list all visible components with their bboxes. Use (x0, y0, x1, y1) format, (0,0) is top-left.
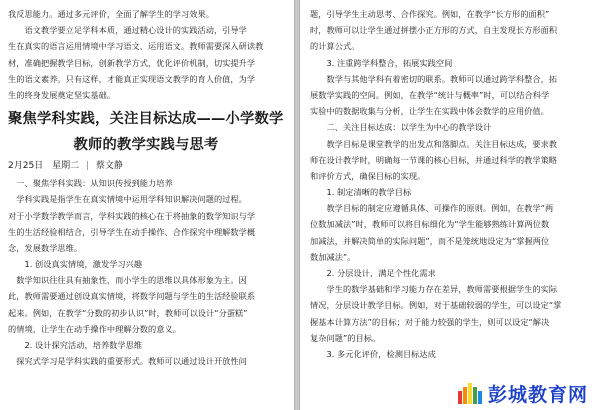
text-line: 1. 创设真实情境，激发学习兴趣 (8, 259, 143, 270)
meta-separator: | (85, 161, 89, 172)
text-line: 时，教师可以让学生通过拼摆小正方形的方式，自主发现长方形面积 (310, 25, 558, 36)
left-body-paragraphs (8, 175, 284, 369)
text-line: 复杂问题”的目标。 (310, 332, 381, 343)
text-line: 此，教师需要通过创设真实情境，将数学问题与学生的生活经验联系 (8, 291, 256, 302)
text-line: 二、关注目标达成：以学生为中心的教学设计 (310, 122, 492, 133)
text-line: 生的语文素养。只有这样，才能真正实现语文教学的育人价值，为学 (8, 73, 256, 84)
text-line: 教学目标的制定应遵循具体、可操作的原则。例如，在教学“两 (310, 203, 554, 214)
text-line: 加减法，并解决简单的实际问题”，而不是笼统地设定为“掌握两位 (310, 235, 550, 246)
article-title-line-2: 教师的教学实践与思考 (73, 137, 219, 154)
article-title-line-1: 聚焦学科实践，关注目标达成——小学数学 (8, 111, 284, 128)
left-top-paragraphs (8, 6, 284, 103)
text-line: 数加减法”。 (310, 251, 356, 262)
text-line: 材，准确把握教学目标，创新教学方式，优化评价机制，切实提升学 (8, 57, 256, 68)
article-weekday: 星期二 (52, 161, 80, 172)
text-line: 展数学实践的空间。例如，在教学“统计与概率”时，可以结合科学 (310, 89, 550, 100)
text-line: 一、聚焦学科实践：从知识传授到能力培养 (8, 178, 173, 189)
text-line: 教学目标是课堂教学的出发点和落脚点。关注目标达成，要求教 (310, 138, 558, 149)
text-line: 对于小学数学教学而言，学科实践的核心在于将抽象的数学知识与学 (8, 210, 256, 221)
site-watermark (456, 380, 588, 406)
article-date: 2月25日 (8, 161, 44, 172)
text-line: 学科实践是指学生在真实情境中运用学科知识解决问题的过程。 (8, 194, 247, 205)
text-line: 生的终身发展奠定坚实基础。 (8, 89, 116, 100)
text-line: 语文教学要立足学科本质，通过精心设计的实践活动，引导学 (8, 25, 247, 36)
colorful-bars-logo-icon (456, 381, 484, 405)
right-column (310, 6, 592, 362)
text-line: 生的生活经验相结合，引导学生在动手操作、合作探究中理解数学概 (8, 226, 256, 237)
text-line: 情况，分层设计教学目标。例如，对于基础较弱的学生，可以设定“掌 (310, 300, 562, 311)
text-line: 探究式学习是学科实践的重要形式。教师可以通过设计开放性问 (8, 356, 247, 367)
text-line: 握基本计算方法”的目标；对于能力较强的学生，则可以设定“解决 (310, 316, 550, 327)
article-meta (8, 158, 284, 175)
text-line: 题，引导学生主动思考、合作探究。例如，在教学“长方形的面积” (310, 9, 550, 19)
text-line: 和评价方式，确保目标的实现。 (310, 170, 426, 181)
text-line: 1. 制定清晰的教学目标 (310, 187, 412, 198)
text-line: 实验中的数据收集与分析，让学生在实践中体会数学的应用价值。 (310, 106, 549, 117)
text-line: 3. 多元化评价，检测目标达成 (310, 348, 436, 359)
article-author: 蔡文静 (95, 161, 123, 172)
text-line: 我反思能力。通过多元评价，全面了解学生的学习效果。 (8, 9, 214, 19)
text-line: 位数加减法”时，教师可以将目标细化为“学生能够熟练计算两位数 (310, 219, 550, 230)
text-line: 2. 分层设计，满足个性化需求 (310, 268, 436, 278)
text-line: 念，发展数学思维。 (8, 242, 83, 253)
text-line: 数学知识往往具有抽象性，而小学生的思维以具体形象为主。因 (8, 275, 247, 286)
text-line: 的情境，让学生在动手操作中理解分数的意义。 (8, 323, 181, 334)
text-line: 起来。例如，在教学“分数的初步认识”时，教师可以设计“分蛋糕” (8, 307, 248, 318)
right-body-paragraphs (310, 6, 592, 362)
right-page (300, 0, 600, 410)
text-line: 生在真实的语言运用情境中学习语文、运用语文。教师需要深入研读教 (8, 41, 264, 52)
text-line: 师在设计教学时，明确每一节课的核心目标，并通过科学的教学策略 (310, 154, 558, 165)
text-line: 学生的数学基础和学习能力存在差异，教师需要根据学生的实际 (310, 284, 558, 295)
text-line: 3. 注重跨学科整合，拓展实践空间 (310, 57, 453, 68)
text-line: 的计算公式。 (310, 41, 360, 52)
text-line: 数学与其他学科有着密切的联系。教师可以通过跨学科整合，拓 (310, 73, 558, 84)
text-line: 2. 设计探究活动，培养数学思维 (8, 340, 143, 350)
watermark-text: 彭城教育网 (487, 383, 588, 406)
left-page (0, 0, 294, 410)
left-column (8, 6, 284, 369)
